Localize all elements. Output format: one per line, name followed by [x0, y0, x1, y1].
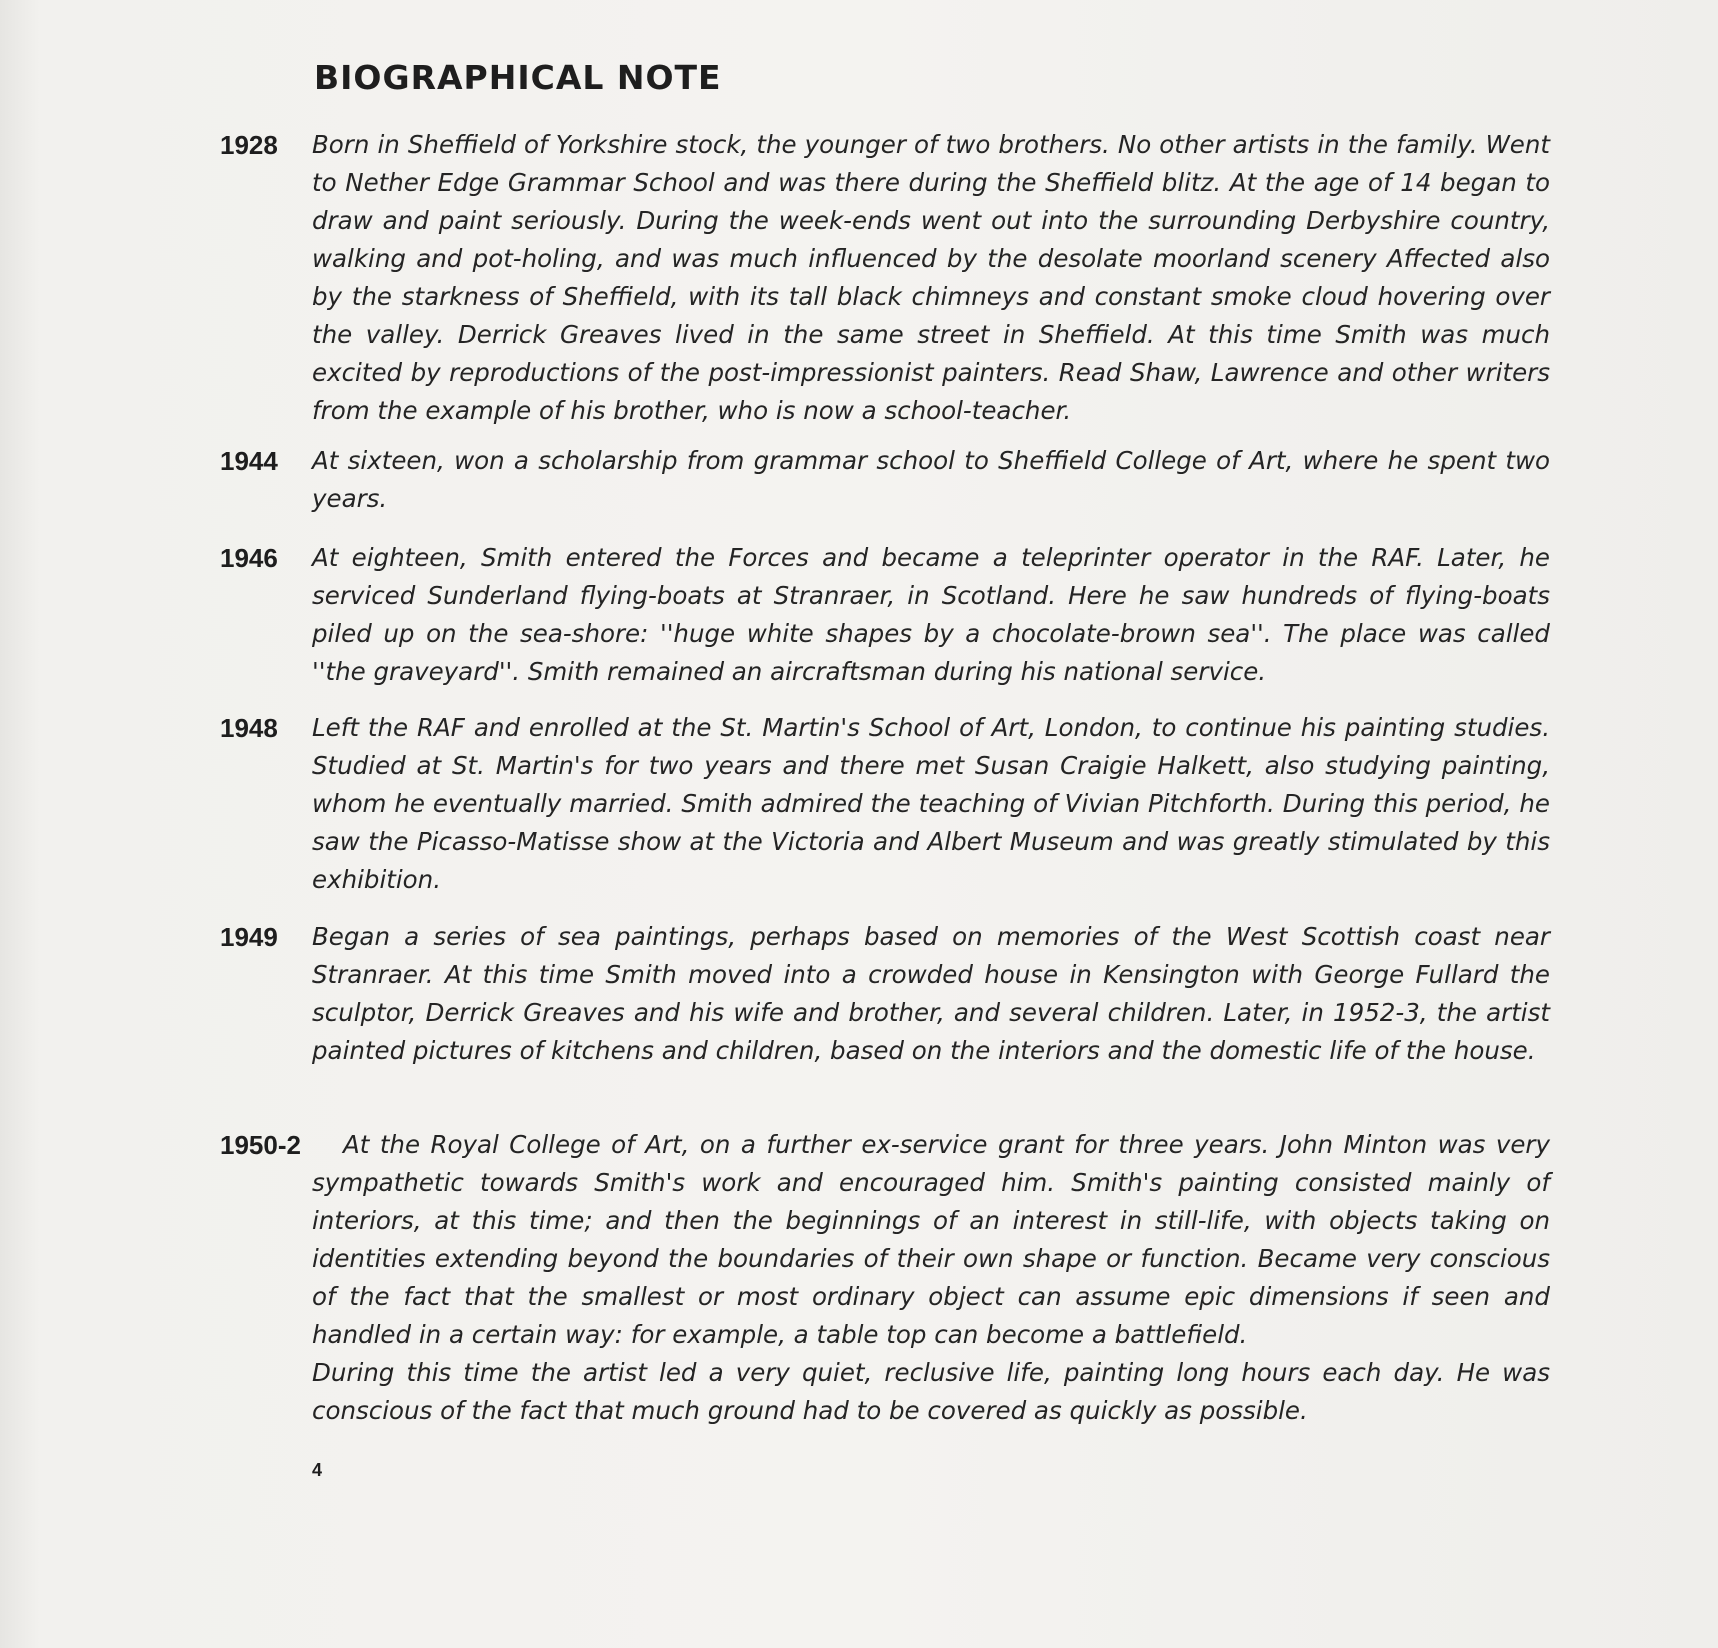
entry-text	[312, 442, 1550, 518]
timeline-entry	[220, 918, 1550, 1070]
timeline-entry	[220, 1126, 1550, 1430]
entry-year: 1946	[220, 543, 278, 573]
entry-paragraph: Began a series of sea paintings, perhaps based on memories of the West Scottish coast near Stranraer. At this time Smith moved into a crowded house in Kensington with George Fullard the sculptor, Derrick Greaves and his wife and brother, and several children. Later, in 1952-3, the artist painted pictures of kitchens and children, based on the interiors and the domestic life of the house.	[312, 922, 1550, 1065]
timeline-entry	[220, 442, 1550, 518]
timeline-entry	[220, 126, 1550, 430]
page-title: BIOGRAPHICAL NOTE	[314, 58, 722, 97]
entry-text	[312, 126, 1550, 430]
entry-year: 1944	[220, 446, 278, 476]
entry-year: 1950-2	[220, 1130, 301, 1160]
page-number: 4	[312, 1460, 323, 1480]
entry-paragraph: Left the RAF and enrolled at the St. Martin's School of Art, London, to continue his painting studies. Studied at St. Martin's for two years and there met Susan Craigie Halkett, also studying painting, whom he eventually married. Smith admired the teaching of Vivian Pitchforth. During this period, he saw the Picasso-Matisse show at the Victoria and Albert Museum and was greatly stimulated by this exhibition.	[312, 713, 1550, 894]
entry-paragraph: At sixteen, won a scholarship from grammar school to Sheffield College of Art, where he spent two years.	[312, 446, 1550, 513]
entry-year: 1948	[220, 713, 278, 743]
entry-year: 1949	[220, 922, 278, 952]
timeline-entry	[220, 709, 1550, 899]
entry-text	[312, 539, 1550, 691]
entry-paragraph: At the Royal College of Art, on a further ex-service grant for three years. John Minton was very sympathetic towards Smith's work and encouraged him. Smith's painting consisted mainly of interiors, at this time; and then the beginnings of an interest in still-life, with objects taking on identities extending beyond the boundaries of their own shape or function. Became very conscious of the fact that the smallest or most ordinary object can assume epic dimensions if seen and handled in a certain way: for example, a table top can become a battlefield.	[312, 1130, 1550, 1349]
entry-text	[312, 1126, 1550, 1430]
entry-text	[312, 918, 1550, 1070]
entry-paragraph: Born in Sheffield of Yorkshire stock, the younger of two brothers. No other artists in the family. Went to Nether Edge Grammar School and was there during the Sheffield blitz. At the age of 14 began to draw and paint seriously. During the week-ends went out into the surrounding Derbyshire country, walking and pot-holing, and was much influenced by the desolate moorland scenery Affected also by the starkness of Sheffield, with its tall black chimneys and constant smoke cloud hovering over the valley. Derrick Greaves lived in the same street in Sheffield. At this time Smith was much excited by reproductions of the post-impressionist painters. Read Shaw, Lawrence and other writers from the example of his brother, who is now a school-teacher.	[312, 130, 1550, 425]
entry-text	[312, 709, 1550, 899]
entry-year: 1928	[220, 130, 278, 160]
entry-paragraph: At eighteen, Smith entered the Forces and became a teleprinter operator in the RAF. Later, he serviced Sunderland flying-boats at Stranraer, in Scotland. Here he saw hundreds of flying-boats piled up on the sea-shore: ''huge white shapes by a chocolate-brown sea''. The place was called ''the graveyard''. Smith remained an aircraftsman during his national service.	[312, 543, 1550, 686]
entry-paragraph: During this time the artist led a very quiet, reclusive life, painting long hours each day. He was conscious of the fact that much ground had to be covered as quickly as possible.	[312, 1358, 1550, 1425]
timeline-entry	[220, 539, 1550, 691]
